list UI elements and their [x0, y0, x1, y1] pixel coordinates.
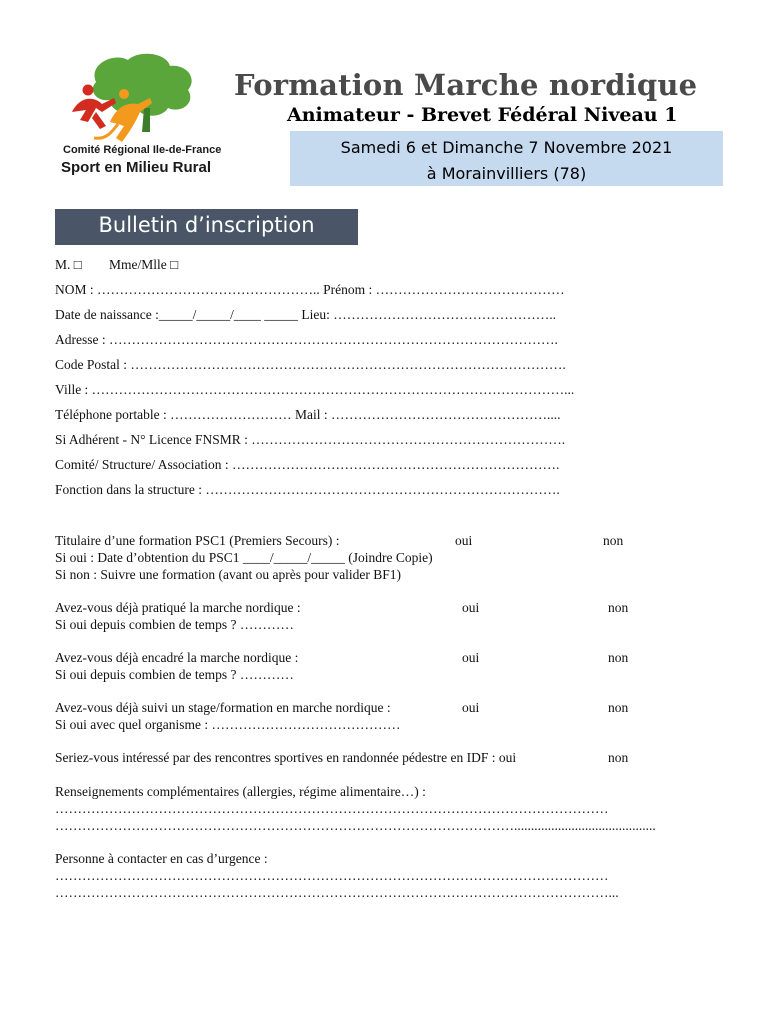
- psc1-oui-option[interactable]: oui: [455, 533, 473, 548]
- civility-mme-checkbox[interactable]: Mme/Mlle □: [109, 257, 179, 272]
- licence-field[interactable]: Si Adhérent - N° Licence FNSMR : …………………………………………………………….: [55, 432, 566, 447]
- psc1-non-option[interactable]: non: [603, 533, 624, 548]
- encadre-non-option[interactable]: non: [608, 650, 629, 665]
- renseignements-label: Renseignements complémentaires (allergies, régime alimentaire…) :: [55, 784, 426, 799]
- naissance-field[interactable]: Date de naissance :_____/_____/____ _____ Lieu: …………………………………………..: [55, 307, 556, 322]
- rencontres-question[interactable]: Seriez-vous intéressé par des rencontres sportives en randonnée pédestre en IDF : oui: [55, 750, 517, 765]
- pratique-followup[interactable]: Si oui depuis combien de temps ? …………: [55, 617, 294, 632]
- ville-field[interactable]: Ville : ……………………………………………………………………………………………...: [55, 382, 575, 397]
- adresse-field[interactable]: Adresse : ……………………………………………………………………………………….: [55, 332, 558, 347]
- code-postal-field[interactable]: Code Postal : …………………………………………………………………………………….: [55, 357, 566, 372]
- stage-question: Avez-vous déjà suivi un stage/formation en marche nordique :: [55, 700, 391, 715]
- stage-oui-option[interactable]: oui: [462, 700, 480, 715]
- stage-non-option[interactable]: non: [608, 700, 629, 715]
- logo-tree-icon: [66, 52, 206, 144]
- section-banner: [55, 209, 358, 245]
- pratique-non-option[interactable]: non: [608, 600, 629, 615]
- page-title: Formation Marche nordique: [234, 68, 698, 102]
- encadre-question: Avez-vous déjà encadré la marche nordique :: [55, 650, 299, 665]
- org-name: Comité Régional Ile-de-France: [63, 144, 222, 156]
- logo: [58, 52, 233, 182]
- event-place: à Morainvilliers (78): [426, 164, 587, 183]
- pratique-question: Avez-vous déjà pratiqué la marche nordique :: [55, 600, 301, 615]
- event-date: Samedi 6 et Dimanche 7 Novembre 2021: [340, 138, 673, 157]
- org-tagline: Sport en Milieu Rural: [61, 159, 212, 176]
- comite-field[interactable]: Comité/ Structure/ Association : ……………………………………………………………….: [55, 457, 560, 472]
- telephone-mail-field[interactable]: Téléphone portable : ……………………… Mail : …………………………………………....: [55, 407, 561, 422]
- rencontres-non-option[interactable]: non: [608, 750, 629, 765]
- encadre-followup[interactable]: Si oui depuis combien de temps ? …………: [55, 667, 294, 682]
- encadre-oui-option[interactable]: oui: [462, 650, 480, 665]
- pratique-oui-option[interactable]: oui: [462, 600, 480, 615]
- nom-prenom-field[interactable]: NOM : ………………………………………….. Prénom : ……………………………………: [55, 282, 565, 297]
- civility-m-checkbox[interactable]: M. □: [55, 257, 82, 272]
- section-title: Bulletin d’inscription: [98, 213, 315, 237]
- psc1-si-oui[interactable]: Si oui : Date d’obtention du PSC1 ____/_____/_____ (Joindre Copie): [55, 550, 433, 565]
- fonction-field[interactable]: Fonction dans la structure : …………………………………………………………………….: [55, 482, 560, 497]
- page-subtitle: Animateur - Brevet Fédéral Niveau 1: [287, 104, 678, 126]
- renseignements-line-1[interactable]: ……………………………………………………………………………………………………………: [55, 801, 609, 816]
- event-info-box: [290, 131, 723, 186]
- urgence-line-1[interactable]: ……………………………………………………………………………………………………………: [55, 868, 609, 883]
- renseignements-line-2[interactable]: …………………………………………………………………………………………..........................................: [55, 818, 656, 833]
- stage-followup[interactable]: Si oui avec quel organisme : ……………………………………: [55, 717, 401, 732]
- psc1-question: Titulaire d’une formation PSC1 (Premiers Secours) :: [55, 533, 340, 548]
- urgence-label: Personne à contacter en cas d’urgence :: [55, 851, 268, 866]
- urgence-line-2[interactable]: ……………………………………………………………………………………………………………...: [55, 885, 619, 900]
- psc1-si-non: Si non : Suivre une formation (avant ou après pour valider BF1): [55, 567, 402, 582]
